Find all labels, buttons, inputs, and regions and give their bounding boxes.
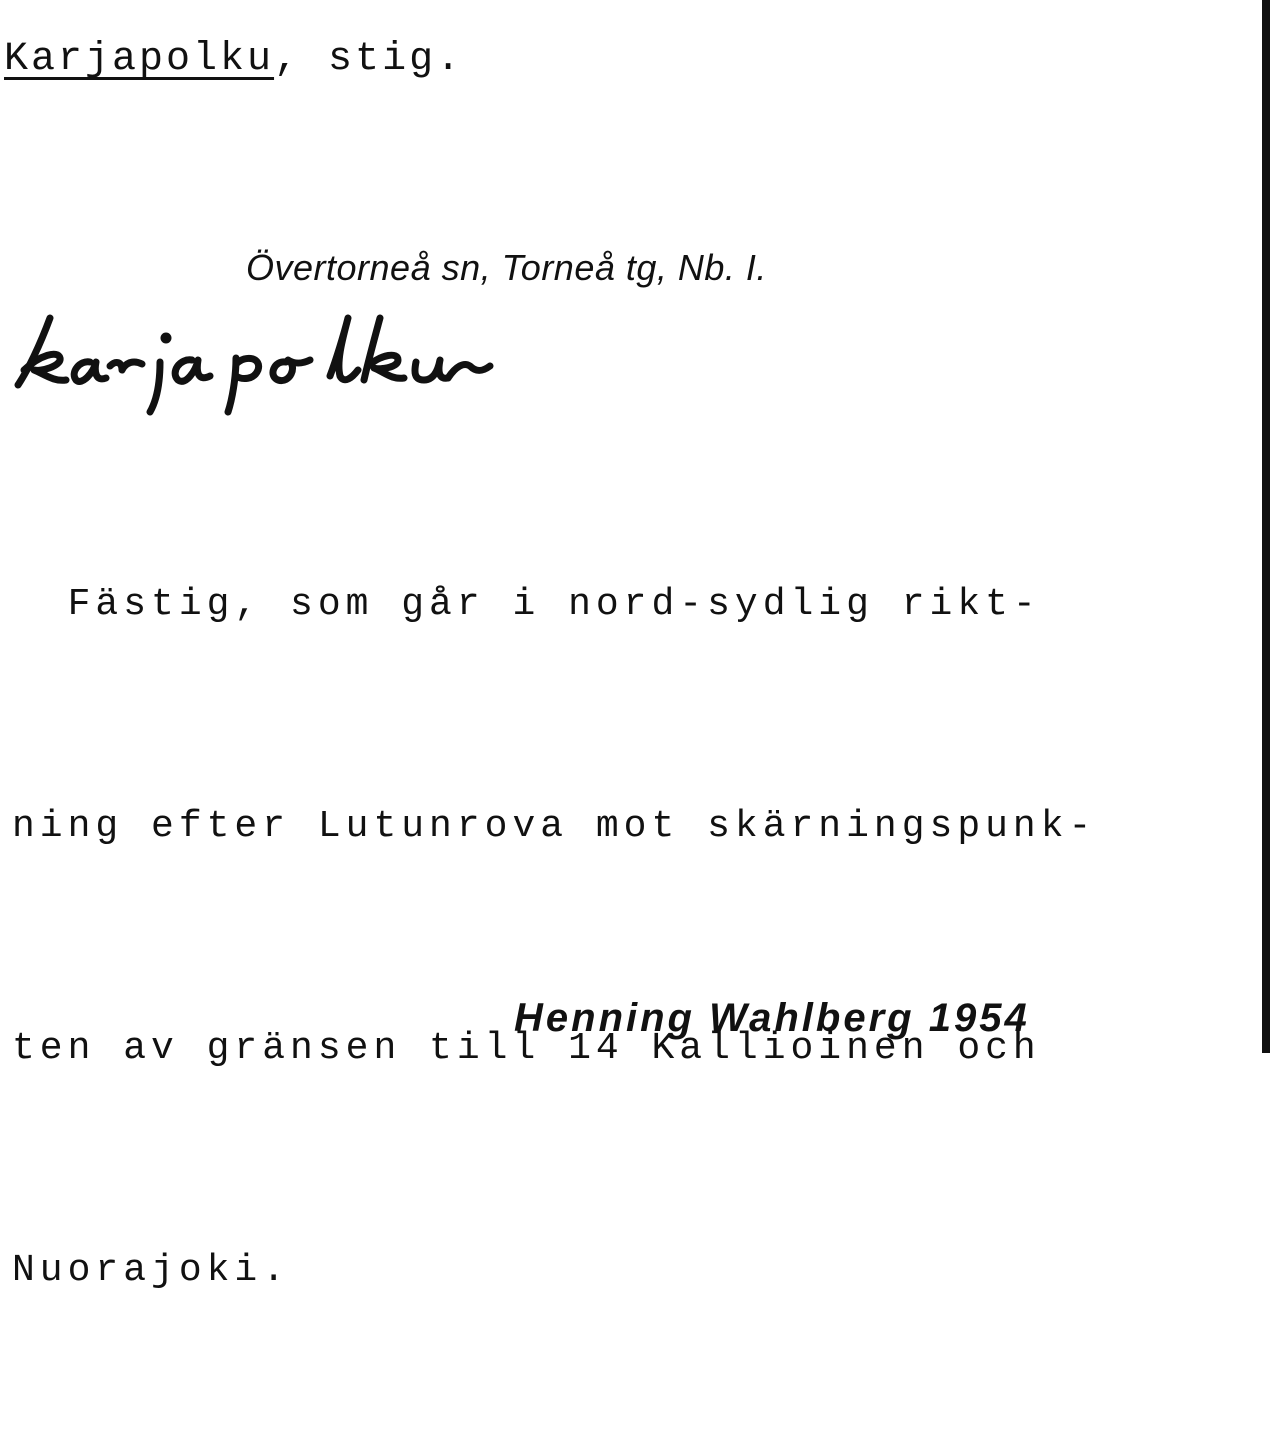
body-line: Nuorajoki. (12, 1249, 291, 1292)
body-line: ning efter Lutunrova mot skärningspunk- (12, 805, 1097, 848)
headword-suffix: , stig. (274, 37, 464, 82)
author-signature: Henning Wahlberg 1954 (514, 996, 1030, 1040)
card-edge-border (1262, 0, 1270, 1053)
handwritten-name (10, 300, 570, 420)
parish-line: Övertorneå sn, Torneå tg, Nb. I. (246, 247, 767, 288)
headword: Karjapolku (4, 37, 275, 82)
body-line: Fästig, som går i nord-sydlig rikt- (12, 583, 1041, 626)
body-text (12, 420, 1096, 1456)
headword-line (4, 37, 464, 82)
body-line: ten av gränsen till 14 Kallioinen och (12, 1027, 1041, 1070)
handwritten-signature-drawing (10, 300, 570, 420)
